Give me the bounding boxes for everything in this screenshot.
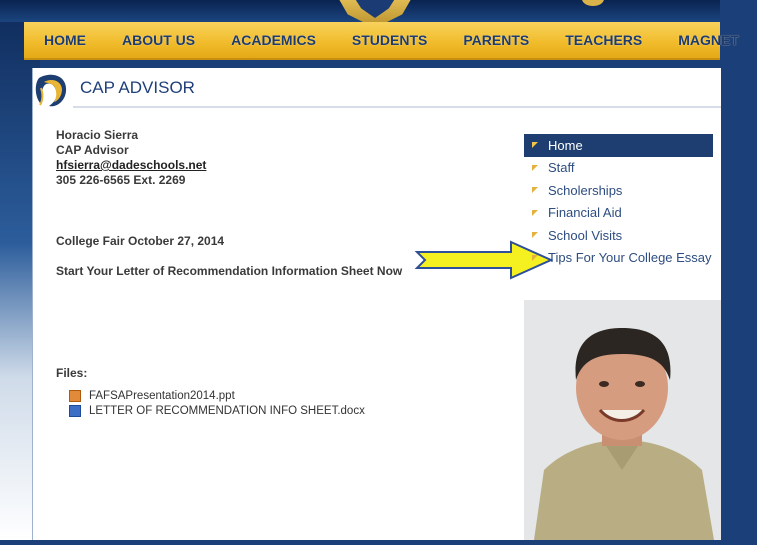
sidebar-item-scholerships[interactable] (524, 179, 713, 202)
sidebar-item-school-visits[interactable] (524, 224, 713, 247)
main-nav (24, 22, 739, 60)
nav-home[interactable]: HOME (44, 32, 86, 48)
nav-parents[interactable]: PARENTS (463, 32, 530, 48)
page-title: CAP ADVISOR (80, 78, 195, 97)
sidebar-item-label: School Visits (548, 227, 623, 243)
sidebar-item-label: Home (548, 137, 583, 153)
sidebar-item-home[interactable] (524, 134, 713, 157)
college-fair-notice: College Fair October 27, 2014 (56, 234, 225, 248)
ppt-file-icon (69, 390, 81, 402)
header-divider (73, 106, 721, 108)
sidebar-item-label: Staff (548, 160, 575, 176)
advisor-email-link[interactable]: hfsierra@dadeschools.net (56, 158, 207, 172)
file-name[interactable]: FAFSAPresentation2014.ppt (89, 390, 235, 402)
file-item[interactable] (69, 405, 365, 417)
page-header (33, 68, 721, 108)
sidebar-item-label: Tips For Your College Essay (548, 250, 712, 266)
advisor-role: CAP Advisor (56, 143, 129, 157)
ram-mascot-logo (35, 72, 69, 110)
advisor-portrait (524, 300, 721, 540)
nav-teachers[interactable]: TEACHERS (565, 32, 643, 48)
bullet-icon (532, 255, 538, 261)
file-name[interactable]: LETTER OF RECOMMENDATION INFO SHEET.docx (89, 405, 365, 417)
sidebar-item-label: Financial Aid (548, 205, 622, 221)
main-content (32, 68, 721, 540)
advisor-name: Horacio Sierra (56, 128, 139, 142)
sidebar-nav (524, 134, 713, 269)
sidebar-item-college-essay[interactable] (524, 247, 713, 270)
bullet-icon (532, 187, 538, 193)
bullet-icon (532, 232, 538, 238)
nav-magnet[interactable]: MAGNET (678, 32, 739, 48)
bullet-icon (532, 165, 538, 171)
file-item[interactable] (69, 390, 235, 402)
bullet-icon (532, 210, 538, 216)
advisor-phone: 305 226-6565 Ext. 2269 (56, 173, 186, 187)
sidebar-item-staff[interactable] (524, 157, 713, 180)
letter-recommendation-link[interactable]: Start Your Letter of Recommendation Information Sheet Now (56, 264, 403, 278)
bullet-icon (532, 142, 538, 148)
sidebar-item-financial-aid[interactable] (524, 202, 713, 225)
advisor-info (56, 128, 206, 188)
files-heading: Files: (56, 366, 88, 380)
nav-students[interactable]: STUDENTS (351, 32, 428, 48)
advisor-photo (524, 300, 721, 540)
nav-academics[interactable]: ACADEMICS (231, 32, 316, 48)
docx-file-icon (69, 405, 81, 417)
sidebar-item-label: Scholerships (548, 182, 623, 198)
nav-about-us[interactable]: ABOUT US (122, 32, 196, 48)
